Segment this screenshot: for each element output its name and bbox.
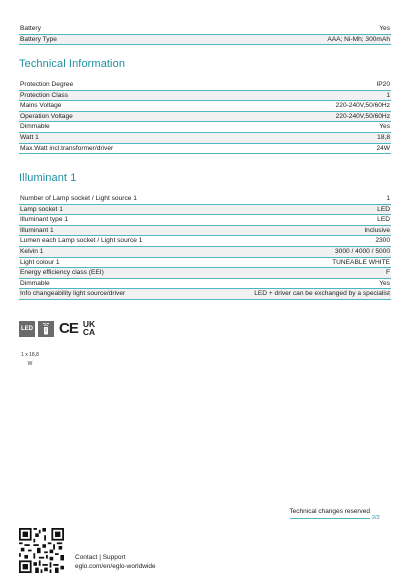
table-row <box>19 205 391 216</box>
row-label: Lamp socket 1 <box>20 205 63 213</box>
row-value: 18,8 <box>377 133 390 141</box>
row-value: 2300 <box>375 237 390 245</box>
row-label: Dimmable <box>20 279 50 287</box>
row-value: 24W <box>376 144 390 152</box>
table-row <box>19 101 391 112</box>
illuminant-table <box>19 194 391 300</box>
row-label: Battery <box>20 25 41 32</box>
row-label: Energy efficiency class (EEI) <box>20 269 104 277</box>
row-label: Battery Type <box>20 35 57 43</box>
battery-table <box>19 24 391 45</box>
ce-mark: CE <box>59 320 78 337</box>
row-label: Info changeability light source/driver <box>20 290 126 298</box>
technical-table <box>19 80 391 154</box>
page-rule <box>290 518 370 519</box>
row-value: Inclusive <box>364 226 390 234</box>
ukca-mark: UK CA <box>82 319 96 337</box>
row-label: Max.Watt incl.transformer/driver <box>20 144 114 152</box>
table-row <box>19 236 391 247</box>
website-link[interactable]: eglo.com/en/eglo-worldwide <box>75 563 156 570</box>
table-row <box>19 24 391 35</box>
certification-icons <box>19 320 95 337</box>
row-value: F <box>385 269 390 277</box>
table-row <box>19 80 391 91</box>
table-row <box>19 194 391 205</box>
table-row <box>19 35 391 46</box>
row-value: LED <box>377 205 390 213</box>
row-value: 1 <box>386 91 390 99</box>
row-value: TUNEABLE WHITE <box>332 258 390 266</box>
row-label: Illuminant type 1 <box>20 216 69 224</box>
row-label: Operation Voltage <box>20 112 73 120</box>
table-row <box>19 133 391 144</box>
row-label: Illuminant 1 <box>20 226 54 234</box>
row-value: IP20 <box>376 81 390 88</box>
table-row <box>19 247 391 258</box>
row-value: Yes <box>379 25 390 32</box>
row-label: Kelvin 1 <box>20 247 44 255</box>
watt-label: 1 x 18,8 W <box>21 352 39 367</box>
contact-support-link[interactable]: Contact | Support <box>75 554 126 561</box>
row-value: LED + driver can be exchanged by a specialist <box>254 290 390 298</box>
table-row <box>19 91 391 102</box>
technical-section <box>19 58 391 154</box>
row-value: AAA; Ni-Mh; 300mAh <box>327 35 390 43</box>
section-title: Illuminant 1 <box>19 172 77 184</box>
illuminant-section <box>19 172 391 300</box>
table-row <box>19 258 391 269</box>
table-row <box>19 144 391 155</box>
technical-changes-note: Technical changes reserved <box>289 508 370 515</box>
row-value: 3000 / 4000 / 5000 <box>335 247 390 255</box>
row-value: 220-240V,50/60Hz <box>335 112 390 120</box>
table-row <box>19 268 391 279</box>
table-row <box>19 226 391 237</box>
row-value: Yes <box>379 279 390 287</box>
page-number: 2/2 <box>372 515 380 521</box>
table-row <box>19 112 391 123</box>
row-label: Number of Lamp socket / Light source 1 <box>20 195 137 202</box>
row-value: LED <box>377 216 390 224</box>
row-label: Watt 1 <box>20 133 39 141</box>
table-row <box>19 279 391 290</box>
row-label: Protection Degree <box>20 81 74 88</box>
row-label: Dimmable <box>20 123 50 131</box>
section-title: Technical Information <box>19 58 126 70</box>
qr-code[interactable] <box>19 528 64 573</box>
row-label: Mains Voltage <box>20 102 62 110</box>
row-value: Yes <box>379 123 390 131</box>
row-label: Protection Class <box>20 91 69 99</box>
led-icon: LED <box>19 321 35 337</box>
row-value: 1 <box>386 195 390 202</box>
table-row <box>19 215 391 226</box>
remote-control-icon <box>38 321 54 337</box>
row-label: Light colour 1 <box>20 258 60 266</box>
contact-info <box>75 553 156 571</box>
row-label: Lumen each Lamp socket / Light source 1 <box>20 237 143 245</box>
row-value: 220-240V,50/60Hz <box>335 102 390 110</box>
table-row <box>19 122 391 133</box>
table-row <box>19 289 391 300</box>
